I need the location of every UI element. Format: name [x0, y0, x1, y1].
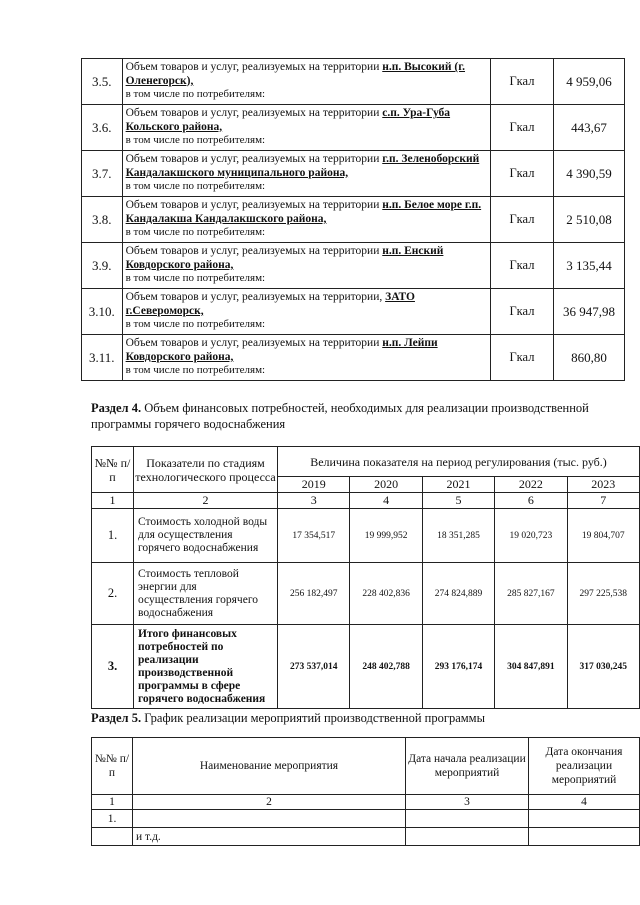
year-header: 2020 [350, 477, 422, 493]
col-index: 1 [92, 795, 133, 810]
row-num: 3.7. [82, 151, 123, 197]
row-num: 3. [92, 625, 134, 709]
row-prefix: Объем товаров и услуг, реализуемых на территории [125, 153, 383, 166]
col-header-stage: Показатели по стадиям технологического процесса [134, 447, 278, 493]
row-num: 3.5. [82, 59, 123, 105]
col-index: 6 [495, 493, 567, 509]
row-value: 293 176,174 [422, 625, 494, 709]
year-header: 2022 [495, 477, 567, 493]
row-prefix: Объем товаров и услуг, реализуемых на территории, [125, 291, 386, 304]
row-value: 248 402,788 [350, 625, 422, 709]
col-index: 7 [567, 493, 639, 509]
row-num: 2. [92, 563, 134, 625]
row-unit: Гкал [490, 197, 553, 243]
row-value: 4 390,59 [553, 151, 624, 197]
table-row [82, 289, 625, 335]
row-unit: Гкал [490, 289, 553, 335]
table-row [92, 509, 640, 563]
table-row [92, 810, 640, 828]
row-num: 3.9. [82, 243, 123, 289]
row-value: 3 135,44 [553, 243, 624, 289]
table-row [92, 563, 640, 625]
row-sub: в том числе по потребителям: [125, 88, 266, 101]
table-row [82, 151, 625, 197]
row-num: 3.11. [82, 335, 123, 381]
col-header-event-name: Наименование мероприятия [133, 738, 406, 795]
row-prefix: Объем товаров и услуг, реализуемых на территории [125, 199, 383, 212]
row-value: 274 824,889 [422, 563, 494, 625]
section5-label: Раздел 5. [91, 711, 142, 725]
col-header-num: №№ п/п [92, 738, 133, 795]
schedule-table [91, 737, 640, 846]
row-value: 19 804,707 [567, 509, 639, 563]
row-description [122, 335, 490, 381]
table-row [82, 243, 625, 289]
row-prefix: Объем товаров и услуг, реализуемых на территории [125, 107, 383, 120]
financial-needs-table [91, 446, 640, 709]
row-unit: Гкал [490, 243, 553, 289]
row-value: 297 225,538 [567, 563, 639, 625]
row-location: г.п. Зеленоборский Кандалакшского муниципального района, [125, 153, 480, 179]
row-value: 228 402,836 [350, 563, 422, 625]
row-sub: в том числе по потребителям: [125, 272, 266, 285]
col-index: 2 [134, 493, 278, 509]
row-name: Итого финансовых потребностей по реализации производственной программы в сфере горячего водоснабжения [134, 625, 278, 709]
row-num: 1. [92, 509, 134, 563]
row-num: 1. [92, 810, 133, 828]
row-location: н.п. Енский Ковдорского района, [125, 245, 444, 271]
row-value: 18 351,285 [422, 509, 494, 563]
col-index: 3 [278, 493, 350, 509]
col-index: 3 [406, 795, 529, 810]
row-num: 3.10. [82, 289, 123, 335]
year-header: 2019 [278, 477, 350, 493]
row-sub: в том числе по потребителям: [125, 318, 266, 331]
col-index: 2 [133, 795, 406, 810]
row-description [122, 197, 490, 243]
col-index: 5 [422, 493, 494, 509]
year-header: 2023 [567, 477, 639, 493]
row-value: 19 999,952 [350, 509, 422, 563]
row-prefix: Объем товаров и услуг, реализуемых на территории [125, 245, 383, 258]
row-location: н.п. Высокий (г. Оленегорск), [125, 61, 466, 87]
row-sub: в том числе по потребителям: [125, 364, 266, 377]
row-value: 2 510,08 [553, 197, 624, 243]
col-index: 1 [92, 493, 134, 509]
row-value: 17 354,517 [278, 509, 350, 563]
col-index: 4 [350, 493, 422, 509]
etc-label: и т.д. [133, 828, 406, 846]
row-sub: в том числе по потребителям: [125, 226, 266, 239]
row-sub: в том числе по потребителям: [125, 134, 266, 147]
col-index: 4 [529, 795, 640, 810]
row-num: 3.6. [82, 105, 123, 151]
row-value: 317 030,245 [567, 625, 639, 709]
table-row [92, 828, 640, 846]
row-description [122, 59, 490, 105]
section5-title: График реализации мероприятий производственной программы [141, 711, 485, 725]
row-location: н.п. Белое море г.п. Кандалакша Кандалакшского района, [125, 199, 482, 225]
row-value: 860,80 [553, 335, 624, 381]
col-header-start-date: Дата начала реализации мероприятий [406, 738, 529, 795]
row-sub: в том числе по потребителям: [125, 180, 266, 193]
row-location: н.п. Лейпи Ковдорского района, [125, 337, 438, 363]
table-row [82, 335, 625, 381]
col-header-value: Величина показателя на период регулирования (тыс. руб.) [278, 447, 640, 477]
row-value: 19 020,723 [495, 509, 567, 563]
row-description [122, 243, 490, 289]
consumption-table [81, 58, 625, 381]
row-value: 273 537,014 [278, 625, 350, 709]
section4-label: Раздел 4. [91, 401, 142, 415]
row-location: с.п. Ура-Губа Кольского района, [125, 107, 451, 133]
col-header-num: №№ п/п [92, 447, 134, 493]
table-row [92, 625, 640, 709]
col-header-end-date: Дата окончания реализации мероприятий [529, 738, 640, 795]
row-description [122, 289, 490, 335]
row-prefix: Объем товаров и услуг, реализуемых на территории [125, 61, 383, 74]
row-name: Стоимость холодной воды для осуществления горячего водоснабжения [134, 509, 278, 563]
row-value: 4 959,06 [553, 59, 624, 105]
section5-heading [91, 710, 631, 726]
table-row [82, 197, 625, 243]
row-value: 285 827,167 [495, 563, 567, 625]
row-num: 3.8. [82, 197, 123, 243]
row-value: 443,67 [553, 105, 624, 151]
table-row [82, 59, 625, 105]
row-name: Стоимость тепловой энергии для осуществления горячего водоснабжения [134, 563, 278, 625]
row-unit: Гкал [490, 151, 553, 197]
row-prefix: Объем товаров и услуг, реализуемых на территории [125, 337, 383, 350]
year-header: 2021 [422, 477, 494, 493]
table-row [82, 105, 625, 151]
row-unit: Гкал [490, 105, 553, 151]
section4-heading [91, 400, 631, 432]
row-location: ЗАТО г.Североморск, [125, 291, 415, 317]
row-description [122, 151, 490, 197]
section4-title: Объем финансовых потребностей, необходимых для реализации производственной программы горячего водоснабжения [91, 401, 589, 431]
row-unit: Гкал [490, 59, 553, 105]
row-value: 304 847,891 [495, 625, 567, 709]
row-value: 256 182,497 [278, 563, 350, 625]
row-value: 36 947,98 [553, 289, 624, 335]
row-description [122, 105, 490, 151]
row-unit: Гкал [490, 335, 553, 381]
